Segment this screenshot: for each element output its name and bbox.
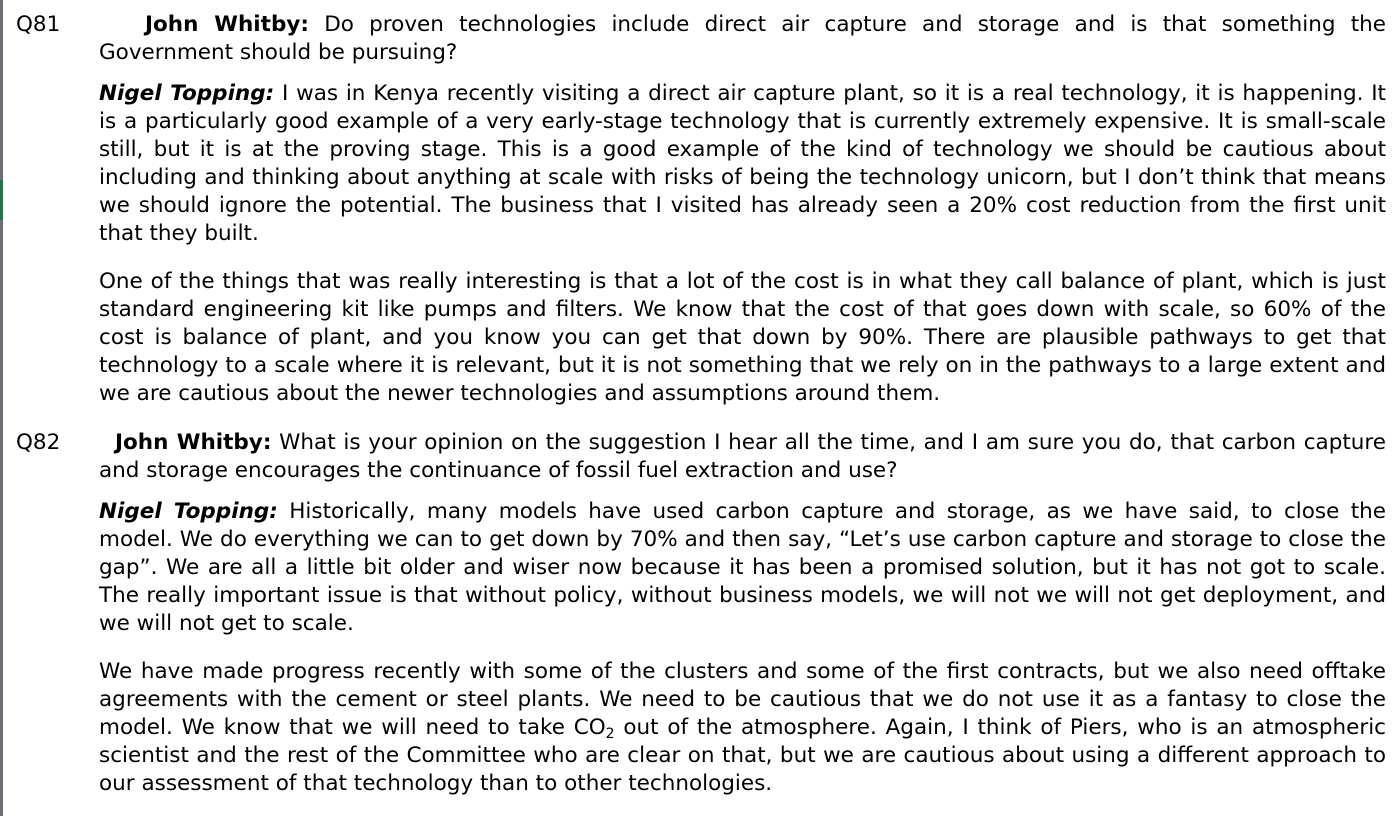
witness-name: Nigel Topping: bbox=[99, 499, 278, 524]
questioner-name: John Whitby: bbox=[115, 430, 272, 455]
answer-paragraph bbox=[99, 498, 1386, 638]
question-block-q81 bbox=[0, 11, 1397, 408]
question-block-q82 bbox=[0, 429, 1397, 798]
answer-paragraph bbox=[99, 80, 1386, 248]
continuation-text-end: out of the atmosphere. Again, I think of Piers, who is an atmospheric scientist and the rest of the Committee who are clear on that, but we are cautious about using a different approach to our assessment of that technology than to other technologies. bbox=[99, 715, 1386, 796]
answer-text: I was in Kenya recently visiting a direct air capture plant, so it is a real technology, it is happening. It is a particularly good example of a very early-stage technology that is currently extremely expensive. It is small-scale still, but it is at the proving stage. This is a good example of the kind of technology we should be cautious about including and thinking about anything at scale with risks of being the technology unicorn, but I don’t think that means we should ignore the potential. The business that I visited has already seen a 20% cost reduction from the first unit that they built. bbox=[99, 81, 1386, 246]
question-number: Q82 bbox=[16, 430, 61, 455]
questioner-name: John Whitby: bbox=[145, 12, 309, 37]
question-text: What is your opinion on the suggestion I hear all the time, and I am sure you do, that carbon capture and storage encourages the continuance of fossil fuel extraction and use? bbox=[99, 430, 1386, 483]
witness-name: Nigel Topping: bbox=[99, 81, 275, 106]
question-paragraph bbox=[99, 11, 1386, 67]
question-paragraph bbox=[99, 429, 1386, 485]
question-number: Q81 bbox=[16, 12, 61, 37]
subscript-two: 2 bbox=[605, 726, 615, 742]
answer-continuation-paragraph bbox=[99, 658, 1386, 798]
answer-text: Historically, many models have used carbon capture and storage, as we have said, to close the model. We do everything we can to get down by 70% and then say, “Let’s use carbon capture and storage to close the gap”. We are all a little bit older and wiser now because it has been a promised solution, but it has not got to scale. The really important issue is that without policy, without business models, we will not we will not get deployment, and we will not get to scale. bbox=[99, 499, 1386, 636]
transcript-document bbox=[0, 11, 1397, 798]
continuation-text-start: We have made progress recently with some of the clusters and some of the first contracts, but we also need offtake agreements with the cement or steel plants. We need to be cautious that we do not use it as a fantasy to close the model. We know that we will need to take CO bbox=[99, 659, 1386, 740]
answer-continuation-paragraph: One of the things that was really interesting is that a lot of the cost is in what they call balance of plant, which is just standard engineering kit like pumps and filters. We know that the cost of that goes down with scale, so 60% of the cost is balance of plant, and you know you can get that down by 90%. There are plausible pathways to get that technology to a scale where it is relevant, but it is not something that we rely on in the pathways to a large extent and we are cautious about the newer technologies and assumptions around them. bbox=[99, 269, 1386, 406]
question-text: Do proven technologies include direct air capture and storage and is that something the Government should be pursuing? bbox=[99, 12, 1387, 65]
